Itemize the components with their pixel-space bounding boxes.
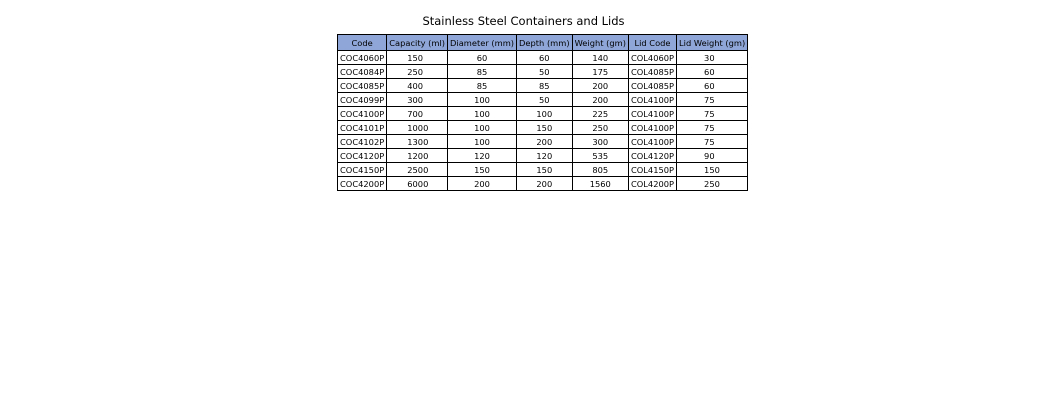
cell-lid-code: COL4060P xyxy=(628,51,676,65)
cell-lid-code: COL4150P xyxy=(628,163,676,177)
cell-weight: 1560 xyxy=(572,177,628,191)
cell-depth: 120 xyxy=(517,149,573,163)
table-row xyxy=(338,51,748,65)
cell-code: COC4102P xyxy=(338,135,387,149)
cell-diameter: 85 xyxy=(448,79,517,93)
cell-depth: 100 xyxy=(517,107,573,121)
cell-diameter: 100 xyxy=(448,121,517,135)
product-table xyxy=(337,34,748,191)
cell-lid-code: COL4100P xyxy=(628,107,676,121)
cell-diameter: 100 xyxy=(448,135,517,149)
cell-diameter: 60 xyxy=(448,51,517,65)
cell-capacity: 1000 xyxy=(387,121,448,135)
cell-code: COC4150P xyxy=(338,163,387,177)
cell-capacity: 250 xyxy=(387,65,448,79)
cell-depth: 60 xyxy=(517,51,573,65)
table-row xyxy=(338,149,748,163)
cell-diameter: 150 xyxy=(448,163,517,177)
cell-lid-weight: 75 xyxy=(677,135,748,149)
cell-capacity: 1200 xyxy=(387,149,448,163)
cell-depth: 150 xyxy=(517,121,573,135)
header-diameter: Diameter (mm) xyxy=(448,35,517,51)
cell-lid-weight: 75 xyxy=(677,93,748,107)
cell-code: COC4060P xyxy=(338,51,387,65)
table-header-row xyxy=(338,35,748,51)
cell-lid-code: COL4100P xyxy=(628,121,676,135)
table-row xyxy=(338,163,748,177)
cell-capacity: 150 xyxy=(387,51,448,65)
cell-diameter: 85 xyxy=(448,65,517,79)
cell-lid-weight: 90 xyxy=(677,149,748,163)
cell-code: COC4085P xyxy=(338,79,387,93)
cell-weight: 175 xyxy=(572,65,628,79)
header-lid-weight: Lid Weight (gm) xyxy=(677,35,748,51)
header-weight: Weight (gm) xyxy=(572,35,628,51)
cell-weight: 200 xyxy=(572,79,628,93)
cell-diameter: 100 xyxy=(448,93,517,107)
cell-diameter: 120 xyxy=(448,149,517,163)
cell-lid-weight: 60 xyxy=(677,79,748,93)
table-row xyxy=(338,177,748,191)
cell-weight: 300 xyxy=(572,135,628,149)
cell-code: COC4100P xyxy=(338,107,387,121)
cell-code: COC4101P xyxy=(338,121,387,135)
cell-lid-weight: 75 xyxy=(677,107,748,121)
cell-weight: 805 xyxy=(572,163,628,177)
cell-capacity: 400 xyxy=(387,79,448,93)
header-code: Code xyxy=(338,35,387,51)
cell-lid-code: COL4200P xyxy=(628,177,676,191)
cell-capacity: 1300 xyxy=(387,135,448,149)
cell-lid-code: COL4085P xyxy=(628,65,676,79)
cell-lid-code: COL4100P xyxy=(628,135,676,149)
cell-weight: 250 xyxy=(572,121,628,135)
cell-capacity: 300 xyxy=(387,93,448,107)
cell-code: COC4200P xyxy=(338,177,387,191)
cell-depth: 200 xyxy=(517,135,573,149)
cell-lid-weight: 250 xyxy=(677,177,748,191)
cell-capacity: 6000 xyxy=(387,177,448,191)
cell-weight: 200 xyxy=(572,93,628,107)
table-row xyxy=(338,65,748,79)
cell-lid-weight: 60 xyxy=(677,65,748,79)
header-depth: Depth (mm) xyxy=(517,35,573,51)
cell-lid-weight: 75 xyxy=(677,121,748,135)
table-row xyxy=(338,79,748,93)
cell-depth: 50 xyxy=(517,93,573,107)
table-row xyxy=(338,135,748,149)
cell-weight: 225 xyxy=(572,107,628,121)
cell-capacity: 2500 xyxy=(387,163,448,177)
cell-weight: 140 xyxy=(572,51,628,65)
table-row xyxy=(338,121,748,135)
cell-depth: 85 xyxy=(517,79,573,93)
cell-diameter: 200 xyxy=(448,177,517,191)
cell-depth: 50 xyxy=(517,65,573,79)
cell-code: COC4099P xyxy=(338,93,387,107)
header-lid-code: Lid Code xyxy=(628,35,676,51)
cell-lid-code: COL4085P xyxy=(628,79,676,93)
page-title: Stainless Steel Containers and Lids xyxy=(422,14,625,28)
cell-code: COC4084P xyxy=(338,65,387,79)
cell-lid-code: COL4100P xyxy=(628,93,676,107)
cell-depth: 150 xyxy=(517,163,573,177)
cell-code: COC4120P xyxy=(338,149,387,163)
cell-depth: 200 xyxy=(517,177,573,191)
cell-weight: 535 xyxy=(572,149,628,163)
table-row xyxy=(338,93,748,107)
cell-capacity: 700 xyxy=(387,107,448,121)
header-capacity: Capacity (ml) xyxy=(387,35,448,51)
cell-lid-code: COL4120P xyxy=(628,149,676,163)
cell-lid-weight: 150 xyxy=(677,163,748,177)
cell-lid-weight: 30 xyxy=(677,51,748,65)
table-row xyxy=(338,107,748,121)
cell-diameter: 100 xyxy=(448,107,517,121)
